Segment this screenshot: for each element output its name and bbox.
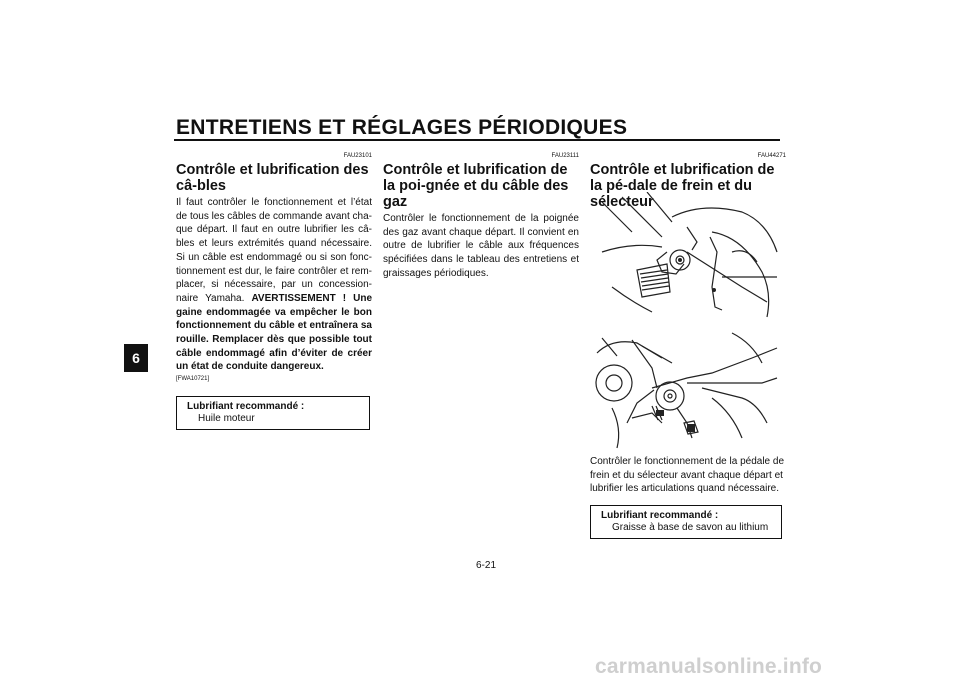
lubricant-box: [176, 396, 370, 430]
lubricant-box: [590, 505, 782, 539]
column-pedals-body: [590, 455, 786, 539]
body-text: Il faut contrôler le fonctionnement et l’état de tous les câbles de commande avant cha-que départ. Il faut en outre lubrifier les câ-bles et leurs extrémités quand nécessaire. Si un câble est endommagé ou si son fonc-tionnement est dur, le faire contrôler et rem-placer, si nécessaire, par un concession-naire Yamaha.: [176, 197, 372, 304]
brake-pedal-illustration: [592, 192, 780, 322]
lubricant-title: Lubrifiant recommandé :: [187, 401, 305, 413]
warning-text: AVERTISSEMENT ! Une gaine endommagée va empêcher le bon fonctionnement du câble et entraînera sa rouille. Remplacer dès que possible tout câble endommagé afin d’éviter de créer un état de conduite dangereux.: [176, 292, 373, 373]
section-body: Contrôler le fonctionnement de la poignée des gaz avant chaque départ. Il convient en outre de lubrifier le câble aux fréquences spécifiées dans le tableau des entretiens et graissages périodiques.: [383, 213, 579, 279]
section-body: [176, 196, 372, 374]
page-title: ENTRETIENS ET RÉGLAGES PÉRIODIQUES: [176, 116, 628, 139]
section-body: Contrôler le fonctionnement de la pédale de frein et du sélecteur avant chaque départ et lubrifier les articulations quand nécessaire.: [590, 456, 785, 495]
header-rule: [174, 139, 780, 141]
column-throttle: [383, 152, 579, 281]
section-code: FAU44271: [757, 153, 786, 159]
warning-code: [FWA10721]: [176, 376, 210, 383]
lubricant-title: Lubrifiant recommandé :: [601, 510, 719, 522]
chapter-tab: 6: [124, 344, 148, 372]
watermark-text: carmanualsonline.info: [595, 655, 823, 678]
section-code: FAU23101: [343, 153, 372, 159]
section-heading: Contrôle et lubrification de la poi-gnée et du câble des gaz: [383, 162, 569, 210]
section-code: FAU23111: [551, 153, 579, 159]
shift-pedal-illustration: [592, 328, 780, 454]
lubricant-value: Graisse à base de savon au lithium: [612, 522, 769, 534]
section-heading: Contrôle et lubrification de la pé-dale de frein et du sélecteur: [590, 162, 775, 210]
section-heading: Contrôle et lubrification des câ-bles: [176, 162, 369, 194]
lubricant-value: Huile moteur: [198, 413, 255, 425]
page-number: 6-21: [475, 560, 496, 571]
column-cables: [176, 152, 372, 430]
